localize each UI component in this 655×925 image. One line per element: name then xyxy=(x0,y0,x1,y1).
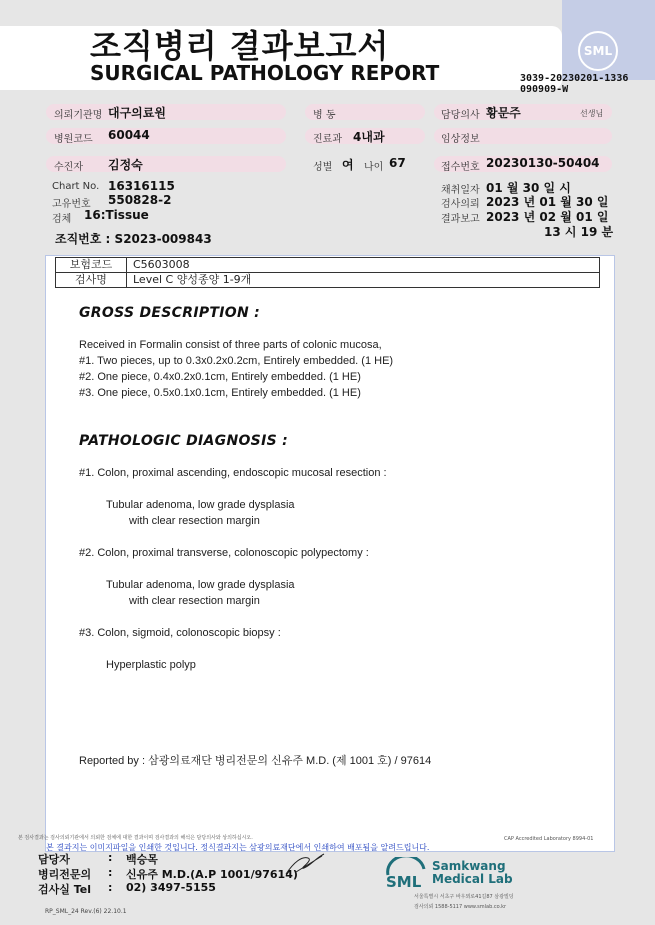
chart-value: 16316115 xyxy=(108,179,175,193)
test-name-value: Level C 양성종양 1-9개 xyxy=(127,273,600,288)
diagnosis-item2-line2: with clear resection margin xyxy=(129,595,260,607)
result-time: 13 시 19 분 xyxy=(544,225,614,239)
chart-label: Chart No. xyxy=(52,181,100,192)
unique-label: 고유번호 xyxy=(52,199,91,210)
request-value: 2023 년 01 월 30 일 xyxy=(486,195,609,209)
hospital-code-label: 병원코드 xyxy=(54,134,93,145)
diagnosis-item1-title: #1. Colon, proximal ascending, endoscopic mucosal resection : xyxy=(79,467,387,479)
insurance-code-label: 보험코드 xyxy=(56,258,127,273)
lab-name-line1: Samkwang xyxy=(432,859,506,873)
doctor-value: 황문주 xyxy=(486,106,521,120)
report-id xyxy=(520,73,628,95)
request-label: 검사의뢰 xyxy=(441,199,480,210)
diagnosis-item1-line2: with clear resection margin xyxy=(129,515,260,527)
insurance-code-value: C5603008 xyxy=(127,258,600,273)
manager-value: 백승목 xyxy=(126,853,158,866)
specialist-label: 병리전문의 xyxy=(38,868,92,881)
manager-label: 담당자 xyxy=(38,853,70,866)
collect-value: 01 월 30 일 시 xyxy=(486,181,571,195)
report-title-korean: 조직병리 결과보고서 xyxy=(90,27,390,65)
colon: : xyxy=(108,866,113,879)
specimen-label: 검체 xyxy=(52,214,72,225)
patient-label: 수진자 xyxy=(54,162,83,173)
diagnosis-item1-line1: Tubular adenoma, low grade dysplasia xyxy=(106,499,295,511)
receipt-value: 20230130-50404 xyxy=(486,156,600,170)
hospital-code-value: 60044 xyxy=(108,128,150,142)
signature xyxy=(284,852,326,878)
insurance-table xyxy=(55,257,600,288)
gross-lines xyxy=(79,337,393,401)
sex-value: 여 xyxy=(342,158,354,172)
table-row xyxy=(56,258,600,273)
unique-value: 550828-2 xyxy=(108,193,172,207)
diagnosis-item2-line1: Tubular adenoma, low grade dysplasia xyxy=(106,579,295,591)
sex-label: 성별 xyxy=(313,162,333,173)
test-name-label: 검사명 xyxy=(56,273,127,288)
diagnosis-item3-title: #3. Colon, sigmoid, colonoscopic biopsy : xyxy=(79,627,281,639)
result-label: 결과보고 xyxy=(441,214,480,225)
doctor-suffix: 선생님 xyxy=(580,109,604,118)
doctor-label: 담당의사 xyxy=(441,110,480,121)
diagnosis-item3-line1: Hyperplastic polyp xyxy=(106,659,196,671)
report-id-line2: 090909-W xyxy=(520,84,569,95)
dept-label: 진료과 xyxy=(313,134,342,145)
gross-line: #2. One piece, 0.4x0.2x0.1cm, Entirely embedded. (1 HE) xyxy=(79,371,361,383)
cap-accreditation: CAP Accredited Laboratory 8994-01 xyxy=(504,836,594,842)
gross-line: Received in Formalin consist of three parts of colonic mucosa, xyxy=(79,339,382,351)
colon: : xyxy=(108,881,113,894)
gross-line: #1. Two pieces, up to 0.3x0.2x0.2cm, Entirely embedded. (1 HE) xyxy=(79,355,394,367)
table-row xyxy=(56,273,600,288)
colon: : xyxy=(108,851,113,864)
tel-label: 검사실 Tel xyxy=(38,883,91,896)
report-id-line1: 3039-20230201-1336 xyxy=(520,73,629,84)
tissue-number xyxy=(55,230,212,247)
gross-heading: GROSS DESCRIPTION : xyxy=(79,305,261,321)
fine-print: 본 검사결과는 검사의뢰기관에서 의뢰한 검체에 대한 결과이며 검사결과의 해석은 담당의사와 상의하십시오. xyxy=(18,835,253,841)
age-value: 67 xyxy=(389,156,406,170)
diagnosis-item2-title: #2. Colon, proximal transverse, colonoscopic polypectomy : xyxy=(79,547,369,559)
ward-label: 병 동 xyxy=(313,110,336,121)
collect-label: 채취일자 xyxy=(441,185,480,196)
form-id: RP_SML_24 Rev.(6) 22.10.1 xyxy=(45,908,127,915)
dept-value: 4내과 xyxy=(353,130,385,144)
receipt-label: 접수번호 xyxy=(441,162,480,173)
gross-line: #3. One piece, 0.5x0.1x0.1cm, Entirely embedded. (1 HE) xyxy=(79,387,361,399)
specialist-value: 신유주 M.D.(A.P 1001/97614) xyxy=(126,868,298,881)
reported-by: Reported by : 삼광의료재단 병리전문의 신유주 M.D. (제 1001 호) / 97614 xyxy=(79,755,432,767)
institution-value: 대구의료원 xyxy=(108,106,166,120)
age-label: 나이 xyxy=(364,162,384,173)
sml-logo-icon: SML xyxy=(578,31,618,71)
print-notice: 본 결과지는 이미지파일을 인쇄한 것입니다. 정식결과지는 삼광의료재단에서 인쇄하여 배포됨을 알려드립니다. xyxy=(46,843,430,852)
sml-lab-logo-icon xyxy=(384,857,428,891)
patient-value: 김정숙 xyxy=(108,158,143,172)
lab-address: 서울특별시 서초구 바우뫼로41길87 삼광빌딩 xyxy=(414,894,514,900)
diagnosis-heading: PATHOLOGIC DIAGNOSIS : xyxy=(79,433,289,449)
tissue-number-value: S2023-009843 xyxy=(114,232,212,246)
clinical-label: 임상정보 xyxy=(441,134,480,145)
specimen-value: 16:Tissue xyxy=(84,208,149,222)
lab-name xyxy=(432,860,513,886)
lab-name-line2: Medical Lab xyxy=(432,872,513,886)
report-title-english: SURGICAL PATHOLOGY REPORT xyxy=(90,61,440,85)
institution-label: 의뢰기관명 xyxy=(54,110,103,121)
sml-lab-logo-text: SML xyxy=(386,873,422,891)
lab-contact: 검사의뢰 1588-5117 www.smlab.co.kr xyxy=(414,904,507,910)
tissue-number-label: 조직번호 : xyxy=(55,232,111,246)
result-value: 2023 년 02 월 01 일 xyxy=(486,210,609,224)
tel-value: 02) 3497-5155 xyxy=(126,881,216,894)
